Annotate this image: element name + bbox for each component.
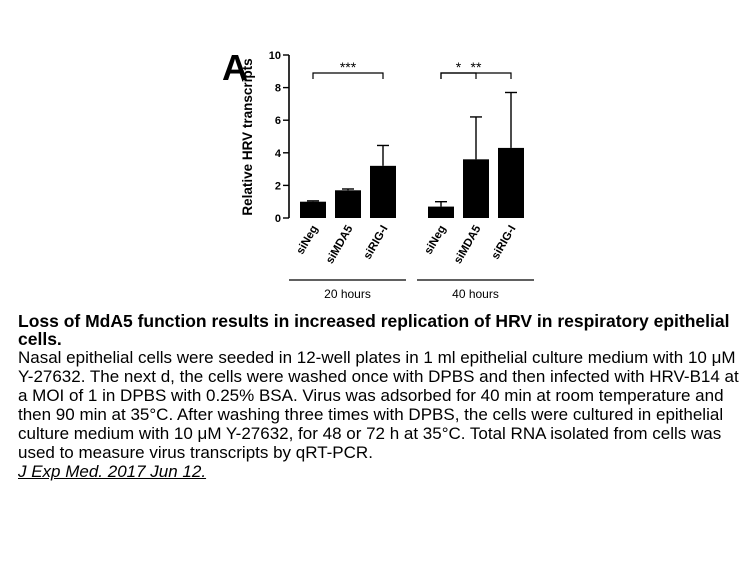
- group-label: 20 hours: [324, 287, 371, 301]
- figure-caption: [18, 312, 748, 481]
- caption-body: Nasal epithelial cells were seeded in 12-well plates in 1 ml epithelial culture medium with 10 μM Y-27632. The next d, the cells were washed once with DPBS and then infected with HRV-B14 at a MOI of 1 in DPBS with 0.25% BSA. Virus was adsorbed for 40 min at room temperature and then 90 min at 35°C. After washing three times with DPBS, the cells were cultured in epithelial culture medium with 10 μM Y-27632, for 48 or 72 h at 35°C. Total RNA isolated from cells was used to measure virus transcripts by qRT-PCR.: [18, 348, 739, 462]
- x-tick-label: siMDA5: [324, 223, 356, 267]
- x-tick-label: siMDA5: [452, 223, 484, 267]
- y-tick-label: 10: [268, 50, 281, 62]
- bar: [335, 190, 361, 218]
- y-axis-label: Relative HRV transcripts: [240, 58, 255, 216]
- y-tick-label: 0: [274, 213, 281, 225]
- bar: [300, 202, 326, 218]
- y-tick-label: 8: [274, 82, 281, 95]
- x-tick-label: siRIG-I: [361, 223, 391, 262]
- group-label: 40 hours: [452, 287, 499, 301]
- significance-label: *: [455, 59, 462, 75]
- bar: [498, 148, 524, 218]
- y-tick-label: 6: [274, 115, 281, 128]
- bar: [428, 207, 454, 218]
- bar: [370, 166, 396, 218]
- significance-label: ***: [339, 59, 357, 75]
- caption-citation[interactable]: J Exp Med. 2017 Jun 12.: [18, 462, 207, 481]
- panel-label: A: [222, 47, 248, 88]
- x-tick-label: siNeg: [422, 223, 449, 257]
- x-tick-label: siNeg: [294, 223, 321, 257]
- y-tick-label: 2: [274, 180, 281, 193]
- y-tick-label: 4: [274, 147, 281, 160]
- x-tick-label: siRIG-I: [489, 223, 519, 262]
- caption-title: Loss of MdA5 function results in increased replication of HRV in respiratory epithelial cells.: [18, 311, 730, 349]
- bar: [463, 159, 489, 218]
- significance-label: **: [470, 59, 482, 75]
